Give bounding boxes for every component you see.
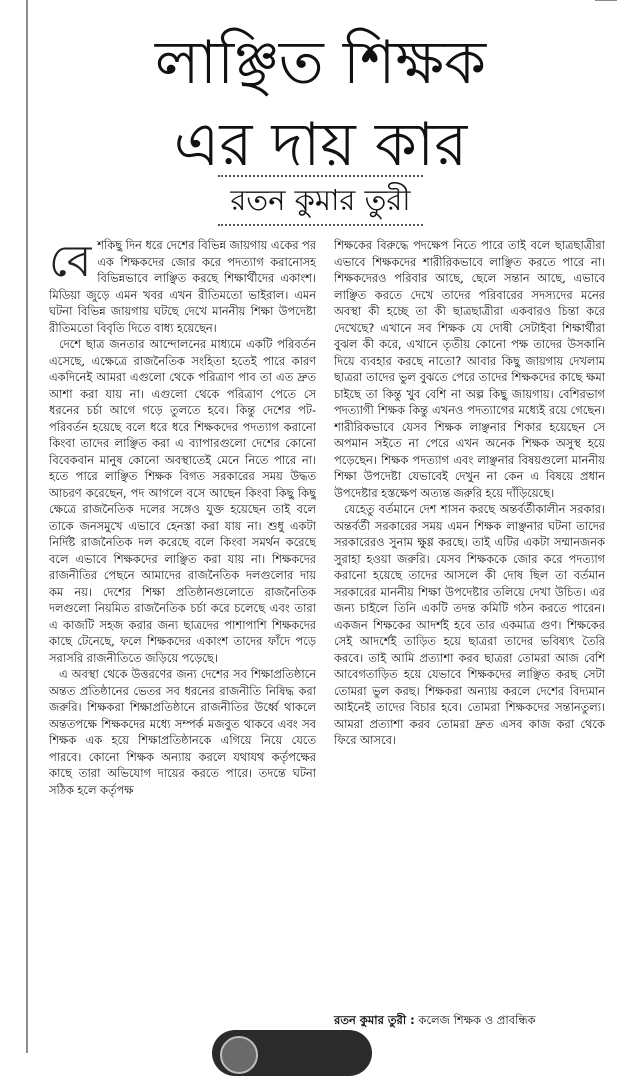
paragraph: এ অবস্থা থেকে উত্তরণের জন্য দেশের সব শিক্ষাপ্রতিষ্ঠানে অন্তত প্রতিষ্ঠানের ভেতর সব ধরনের রাজনীতি নিষিদ্ধ করা জরুরি। শিক্ষকরা শিক্ষাপ্রতিষ্ঠানে রাজনীতির উর্ধ্বে থাকলে অন্ততপক্ষে শিক্ষকদের মধ্যে সম্পর্ক মজবুত থাকবে এবং সব শিক্ষক এক হয়ে শিক্ষাপ্রতিষ্ঠানকে এগিয়ে নিয়ে যেতে পারবে। কোনো শিক্ষক অন্যায় করলে যথাযথ কর্তৃপক্ষের কাছে তারা অভিযোগ দায়ের করতে পারে। তদন্তে ঘটনা সঠিক হলে কর্তৃপক্ষ [49,667,316,797]
paragraph: দেশে ছাত্র জনতার আন্দোলনের মাধ্যমে একটি পরিবর্তন এসেছে, এক্ষেত্রে রাজনৈতিক সংহিতা হতেই পারে কারণ একদিনেই আমরা এগুলো থেকে পরিত্রাণ পাব তা এত দ্রুত আশা করা যায় না। এগুলো থেকে পরিত্রাণ পেতে সে ধরনের চর্চা আগে গড়ে তুলতে হবে। কিন্তু দেশের পট-পরিবর্তন হয়েছে বলে ধরে ধরে শিক্ষকদের পদত্যাগ করানো কিংবা তাদের লাঞ্ছিত করা এ ব্যাপারগুলো দেশের কোনো বিবেকবান মানুষ কোনো অবস্থাতেই মেনে নিতে পারে না। হতে পারে লাঞ্ছিত শিক্ষক বিগত সরকারের সময় উদ্ধত আচরণ করেছেন, পদ আগলে বসে আছেন কিংবা কিছু কিছু ক্ষেত্রে রাজনৈতিক দলের সঙ্গেও যুক্ত হয়েছেন তাই বলে তাকে জনসমুখে এভাবে হেনস্তা করা যায় না। শুধু একটা নির্দিষ্ট রাজনৈতিক দল করেছে বলে কিংবা সমর্থন করেছে বলে এভাবে শিক্ষকদের লাঞ্ছিত করা যায় না। শিক্ষকদের রাজনীতির পেছনে আমাদের রাজনৈতিক দলগুলোর দায় কম নয়। দেশের শিক্ষা প্রতিষ্ঠানগুলোতে রাজনৈতিক দলগুলো নিয়মিত রাজনৈতিক চর্চা করে চলেছে এবং তারা এ কাজটি সহজ করার জন্য ছাত্রদের পাশাপাশি শিক্ষকদের কাছে টেনেছে, ফলে শিক্ষকদের একাংশ তাদের ফাঁদে পড়ে সরাসরি রাজনীতিতে জড়িয়ে পড়েছে। [49,337,316,665]
byline-divider-bottom [218,224,423,226]
page-footer-badge [212,1030,372,1076]
author-signature [334,1012,609,1028]
left-column-rule [26,0,28,1053]
left-text-column [49,237,316,1027]
drop-cap: বে [49,237,92,287]
paragraph: শিক্ষকের বিরুদ্ধে পদক্ষেপ নিতে পারে তাই বলে ছাত্রছাত্রীরা এভাবে শিক্ষকদের শারীরিকভাবে লাঞ্ছিত করতে পারে না। শিক্ষকদেরও পরিবার আছে, ছেলে সন্তান আছে, এভাবে লাঞ্ছিত করতে দেখে তাদের পরিবারের সদস্যদের মনের অবস্থা কী হচ্ছে তা কী ছাত্রছাত্রীরা একবারও চিন্তা করে দেখেছে? এখানে সব শিক্ষক যে দোষী সেটাইবা শিক্ষার্থীরা বুঝল কী করে, এখানে তৃতীয় কোনো পক্ষ তাদের উসকানি দিয়ে ব্যবহার করছে নাতো? আবার কিছু জায়গায় দেখলাম ছাত্ররা তাদের ভুল বুঝতে পেরে তাদের শিক্ষকদের কাছে ক্ষমা চাইছে তা কিন্তু খুব বেশি না অল্প কিছু জায়গায়। বেশিরভাগ পদত্যাগী শিক্ষক কিন্তু এখনও পদত্যাগের মধ্যেই রয়ে গেছেন। শারীরিকভাবে যেসব শিক্ষক লাঞ্ছনার শিকার হয়েছেন সে অপমান সইতে না পেরে এখন অনেক শিক্ষক অসুস্থ হয়ে পড়েছেন। শিক্ষক পদত্যাগ এবং লাঞ্ছনার বিষয়গুলো মাননীয় শিক্ষা উপদেষ্টা যেভাবেই দেখুন না কেন এ বিষয়ে প্রধান উপদেষ্টার হস্তক্ষেপ অত্যন্ত জরুরি হয়ে দাঁড়িয়েছে। [334,238,605,500]
byline-divider-top [218,175,423,177]
signature-role: কলেজ শিক্ষক ও প্রাবন্ধিক [418,1013,536,1027]
headline [40,22,601,186]
paragraph-text: শকিছু দিন ধরে দেশের বিভিন্ন জায়গায় একের পর এক শিক্ষকদের জোর করে পদত্যাগ করানোসহ বিভিন্নভাবে লাঞ্ছিত করছে শিক্ষার্থীদের একাংশ। মিডিয়া জুড়ে এমন খবর এখন রীতিমতো ভাইরাল। এমন ঘটনা বিভিন্ন জায়গায় ঘটছে দেখে মাননীয় শিক্ষা উপদেষ্টা রীতিমতো বিবৃতি দিতে বাধ্য হয়েছেন। [49,238,316,335]
corner-mark [595,0,617,7]
headline-line-1: লাঞ্ছিত শিক্ষক [154,28,487,98]
right-text-column [334,237,605,1027]
byline: রতন কুমার তুরী [230,183,411,217]
signature-name: রতন কুমার তুরী : [334,1013,415,1027]
paragraph [49,237,316,336]
headline-line-2: এর দায় কার [173,110,468,180]
paragraph: যেহেতু বর্তমানে দেশ শাসন করছে অন্তর্বর্তীকালীন সরকার। অন্তর্বর্তী সরকারের সময় এমন শিক্ষক লাঞ্ছনার ঘটনা তাদের সরকারেরও সুনাম ক্ষুণ্ণ করছে। তাই এটির একটা সম্মানজনক সুরাহা হওয়া জরুরি। যেসব শিক্ষককে জোর করে পদত্যাগ করানো হয়েছে তাদের আসলে কী দোষ ছিল তা বর্তমান সরকারের মাননীয় শিক্ষা উপদেষ্টার তলিয়ে দেখা উচিত। এর জন্য চাইলে তিনি একটি তদন্ত কমিটি গঠন করতে পারেন। একজন শিক্ষকের আদর্শই হবে তার একমাত্র গুণ। শিক্ষকের সেই আদর্শেই তাড়িত হয়ে ছাত্ররা তাদের ভবিষ্যৎ তৈরি করবে। তাই আমি প্রত্যাশা করব ছাত্ররা তোমরা আজ বেশি আবেগতাড়িত হয়ে যেভাবে শিক্ষকদের লাঞ্ছিত করছ সেটা তোমরা ভুল করছ। শিক্ষকরা অন্যায় করলে দেশের বিদ্যমান আইনেই তাদের বিচার হবে। তোমরা শিক্ষকদের সন্তানতুল্য। আমরা প্রত্যাশা করব তোমরা দ্রুত এসব কাজ করা থেকে ফিরে আসবে। [334,502,605,747]
footer-circle-icon [220,1036,258,1074]
